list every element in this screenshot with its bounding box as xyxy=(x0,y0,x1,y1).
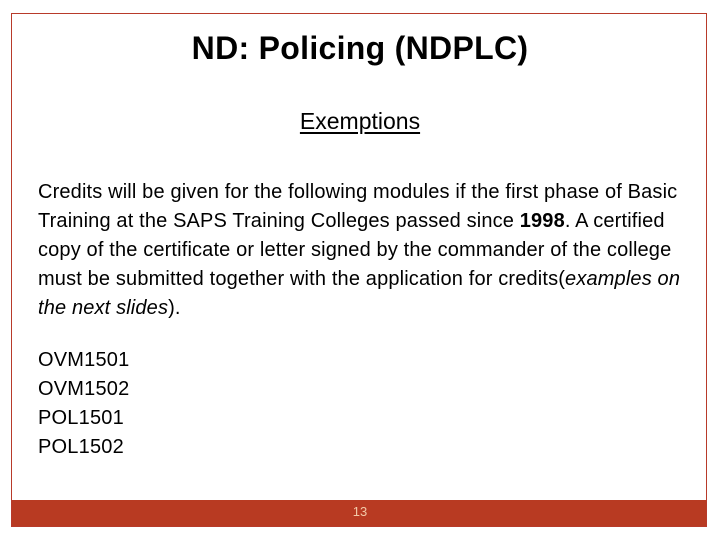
module-item: POL1502 xyxy=(38,436,124,458)
page-number: 13 xyxy=(352,504,368,519)
paragraph-text-part-3: ). xyxy=(168,297,181,319)
slide-title: ND: Policing (NDPLC) xyxy=(191,30,529,66)
module-item: OVM1501 xyxy=(38,349,130,371)
paragraph-text-part-1: Credits will be given for the following modules if the first phase of Basic Training at the SAPS Training Colleges passed since xyxy=(38,181,678,232)
paragraph-text-part-2: . A certified copy of the certificate or letter signed by the commander of the college must be submitted together with the application for credits( xyxy=(38,210,672,290)
paragraph-examples-note: examples on the next slides xyxy=(38,268,681,319)
slide-subtitle: Exemptions xyxy=(299,108,421,134)
module-list xyxy=(38,346,129,462)
paragraph-year: 1998 xyxy=(519,210,565,232)
module-item: OVM1502 xyxy=(38,378,130,400)
module-item: POL1501 xyxy=(38,407,124,429)
body-paragraph xyxy=(38,178,708,323)
